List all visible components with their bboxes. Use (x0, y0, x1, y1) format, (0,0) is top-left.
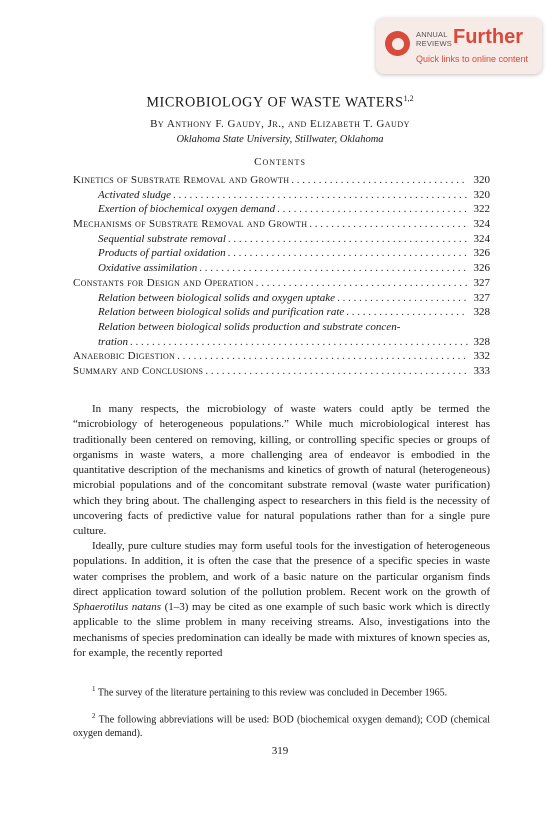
toc-leader-dots (130, 336, 468, 348)
toc-entry[interactable] (73, 277, 490, 292)
toc-entry[interactable] (73, 292, 490, 307)
toc-entry-label: Sequential substrate removal (98, 232, 226, 245)
toc-entry[interactable] (73, 350, 490, 365)
footnote-1-mark: 1 (92, 685, 96, 693)
toc-entry-page: 320 (473, 188, 490, 201)
title-footnote-marks: 1,2 (403, 94, 414, 103)
annual-reviews-further-badge[interactable] (376, 18, 542, 74)
page-number: 319 (271, 745, 289, 757)
toc-entry[interactable] (73, 174, 490, 189)
toc-entry[interactable] (73, 189, 490, 204)
toc-leader-dots (291, 174, 468, 186)
footnote-2 (73, 710, 490, 740)
author-affiliation: Oklahoma State University, Stillwater, Oklahoma (176, 134, 384, 145)
toc-entry-page: 324 (473, 218, 490, 231)
toc-entry[interactable] (73, 336, 490, 351)
toc-leader-dots (228, 247, 468, 259)
toc-entry-page: 327 (473, 291, 490, 304)
toc-entry-label: tration (98, 335, 128, 348)
toc-entry-page: 326 (473, 247, 490, 260)
toc-leader-dots (256, 277, 468, 289)
toc-entry[interactable] (73, 233, 490, 248)
toc-leader-dots (277, 203, 468, 215)
toc-entry-label: Activated sludge (98, 188, 172, 201)
toc-entry-label: Relation between biological solids production and substrate concen- (98, 320, 401, 333)
toc-leader-dots (205, 365, 468, 377)
toc-entry-page: 322 (473, 203, 490, 216)
toc-entry-label: Products of partial oxidation (98, 247, 226, 260)
toc-entry-page: 324 (473, 232, 490, 245)
toc-leader-dots (337, 292, 468, 304)
toc-leader-dots (173, 189, 468, 201)
toc-entry-label: Oxidative assimilation (98, 262, 198, 275)
toc-entry-page: 328 (473, 306, 490, 319)
species-name: Sphaerotilus natans (73, 601, 162, 614)
toc-leader-dots (346, 306, 468, 318)
badge-further-label: Further (453, 26, 523, 48)
toc-leader-dots (228, 233, 468, 245)
footnote-1 (73, 683, 490, 700)
toc-entry-line (73, 321, 490, 336)
badge-brand-line2: REVIEWS (416, 38, 452, 48)
toc-entry[interactable] (73, 306, 490, 321)
toc-entry-label: Summary and Conclusions (73, 364, 204, 377)
toc-entry-page: 326 (473, 262, 490, 275)
footnote-2-text: The following abbreviations will be used: BOD (biochemical oxygen demand); COD (chemical oxygen demand). (73, 714, 490, 739)
article-title (0, 94, 560, 112)
toc-leader-dots (177, 350, 468, 362)
badge-brand-line1: ANNUAL (416, 30, 448, 39)
toc-entry-label: Relation between biological solids and purification rate (98, 306, 345, 319)
toc-entry-page: 320 (473, 174, 490, 186)
toc-entry-label: Constants for Design and Operation (73, 276, 254, 289)
footnote-1-text: The survey of the literature pertaining to this review was concluded in December 1965. (97, 687, 448, 699)
toc-entry-page: 328 (473, 335, 490, 348)
contents-heading: Contents (254, 156, 306, 168)
badge-brand (416, 31, 452, 48)
toc-entry[interactable] (73, 365, 490, 380)
body-paragraph-1 (73, 402, 490, 540)
toc-entry-page: 332 (473, 350, 490, 363)
toc-entry[interactable] (73, 218, 490, 233)
paragraph-2-part-a: Ideally, pure culture studies may form useful tools for the investigation of heterogeneous populations. In addition, it is often the case that the presence of a specific species in waste water comprises the problem, and work of a basic nature on the particular organism finds direct application toward solution of the pollution problem. Recent work on the growth of (73, 540, 490, 598)
toc-entry-label: Anaerobic Digestion (73, 350, 176, 363)
toc-entry-label: Exertion of biochemical oxygen demand (98, 203, 276, 216)
toc-entry-page: 333 (473, 364, 490, 377)
paragraph-2-text (73, 539, 490, 661)
toc-entry-label: Kinetics of Substrate Removal and Growth (73, 174, 290, 186)
toc-entry-page: 327 (473, 276, 490, 289)
footnote-2-mark: 2 (92, 712, 96, 720)
toc-entry[interactable] (73, 262, 490, 277)
toc-entry-label: Relation between biological solids and oxygen uptake (98, 291, 336, 304)
toc-leader-dots (199, 262, 468, 274)
toc-leader-dots (309, 218, 468, 230)
toc-entry[interactable] (73, 247, 490, 262)
article-title-text: MICROBIOLOGY OF WASTE WATERS (146, 94, 404, 111)
table-of-contents (73, 174, 490, 380)
paragraph-1-text: In many respects, the microbiology of waste waters could aptly be termed the “microbiology of heterogeneous populations.” While much microbiological interest has traditionally been centered on removing, killing, or controlling specific species or groups of organisms in waste waters, a more challenging area of endeavor is embodied in the quantitative description of the mechanisms and kinetics of growth of natural (heterogeneous) microbial populations and of the concomitant substrate removal (waste water purification) which they bring about. The challenging aspect to researchers in this field is the necessity of uncovering facts of predictive value for natural populations rather than for a single pure culture. (73, 403, 490, 538)
body-paragraph-2 (73, 539, 490, 661)
toc-entry[interactable] (73, 203, 490, 218)
paragraph-2-part-b: (1–3) may be cited as one example of such basic work which is directly applicable to the slime problem in many receiving streams. Also, investigations into the mechanisms of species predomination can ideally be made with mixtures of known species as, for example, the recently reported (73, 601, 490, 660)
annual-reviews-logo-icon (385, 31, 410, 56)
toc-entry-label: Mechanisms of Substrate Removal and Growth (73, 218, 308, 231)
article-authors: By Anthony F. Gaudy, Jr., and Elizabeth T. Gaudy (150, 118, 410, 130)
badge-subtitle: Quick links to online content (416, 54, 529, 64)
